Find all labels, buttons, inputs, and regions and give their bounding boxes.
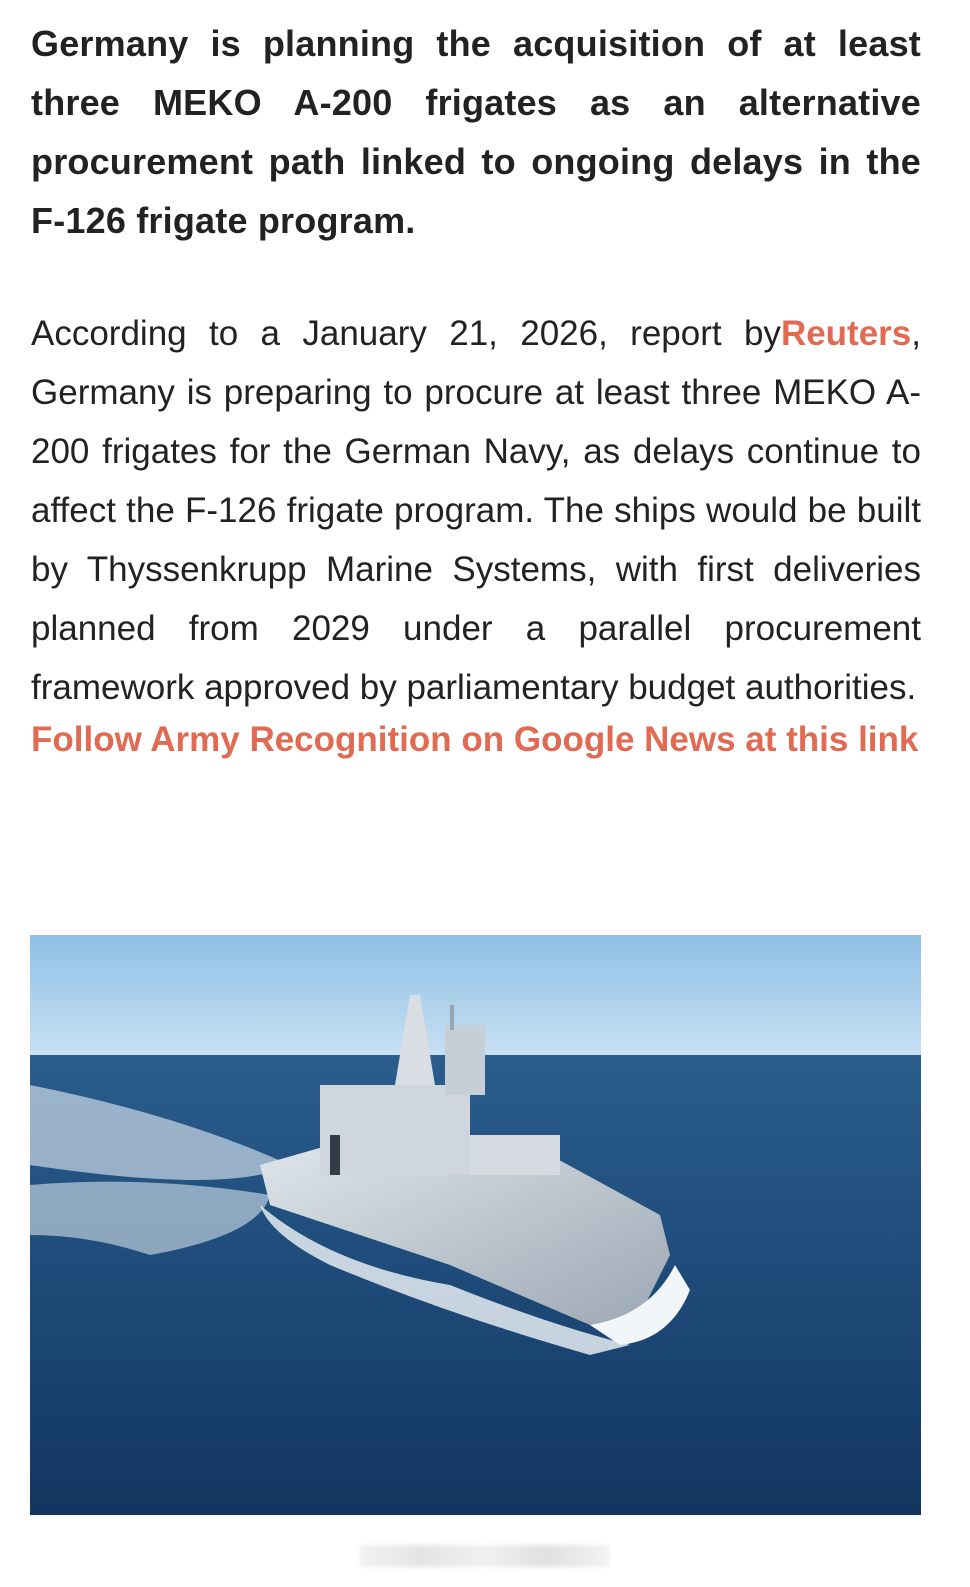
google-news-follow-link[interactable]: Follow Army Recognition on Google News at this link	[31, 720, 919, 759]
article	[31, 14, 921, 763]
body-text-rest: , Germany is preparing to procure at least three MEKO A-200 frigates for the German Navy, as delays continue to affect the F-126 frigate program. The ships would be built by Thyssenkrupp Marine Systems, with first deliveries planned from 2029 under a parallel procurement framework approved by parliamentary budget authorities.	[31, 314, 921, 707]
reuters-link[interactable]: Reuters	[780, 314, 912, 353]
watermark	[360, 1545, 610, 1567]
article-lead: Germany is planning the acquisition of at least three MEKO A-200 frigates as an alternative procurement path linked to ongoing delays in the F-126 frigate program.	[31, 23, 921, 241]
body-text-start: According to a January 21, 2026, report by	[31, 314, 781, 353]
frigate-photo	[30, 935, 921, 1515]
article-body	[31, 304, 921, 717]
